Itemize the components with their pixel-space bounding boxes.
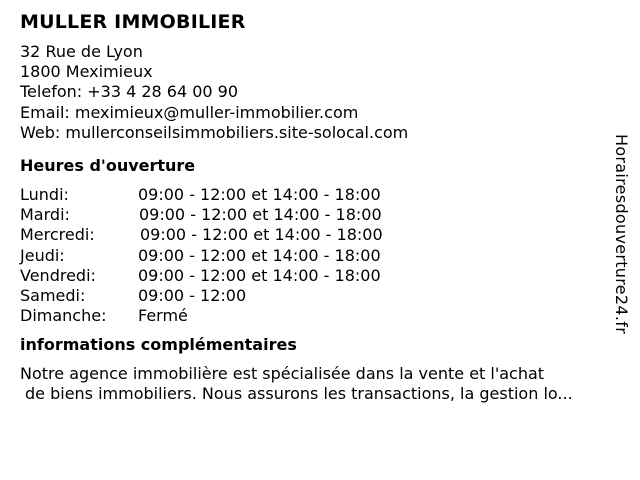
hours-row-tuesday [20, 205, 610, 225]
additional-info-heading: informations complémentaires [20, 335, 297, 355]
time-range: Fermé [138, 306, 188, 326]
contact-block [20, 42, 610, 143]
address-street: 32 Rue de Lyon [20, 42, 143, 61]
hours-row-wednesday [20, 225, 610, 245]
day-label: Lundi: [20, 184, 69, 204]
hours-row-thursday [20, 246, 610, 266]
address-city: 1800 Meximieux [20, 62, 153, 82]
hours-row-saturday [20, 286, 610, 306]
hours-row-friday [20, 266, 610, 286]
time-range: 09:00 - 12:00 et 14:00 - 18:00 [140, 225, 383, 245]
day-label: Mardi: [20, 205, 70, 225]
business-card [20, 10, 610, 405]
opening-hours-table [20, 185, 610, 326]
business-name: MULLER IMMOBILIER [20, 11, 246, 33]
time-range: 09:00 - 12:00 et 14:00 - 18:00 [138, 245, 381, 265]
description-line: de biens immobiliers. Nous assurons les transactions, la gestion lo... [25, 384, 573, 404]
day-label: Samedi: [20, 285, 86, 305]
hours-row-sunday [20, 306, 610, 326]
day-label: Mercredi: [20, 225, 95, 245]
phone-number: Telefon: +33 4 28 64 00 90 [20, 82, 239, 102]
description-line: Notre agence immobilière est spécialisée dans la vente et l'achat [20, 364, 545, 384]
description-text [20, 364, 610, 404]
time-range: 09:00 - 12:00 et 14:00 - 18:00 [138, 265, 381, 285]
day-label: Vendredi: [20, 265, 96, 285]
site-watermark: Horairesdouverture24.fr [612, 134, 631, 335]
email-address: Email: meximieux@muller-immobilier.com [20, 102, 359, 122]
time-range: 09:00 - 12:00 [138, 285, 247, 305]
day-label: Dimanche: [20, 306, 107, 326]
day-label: Jeudi: [20, 245, 65, 265]
time-range: 09:00 - 12:00 et 14:00 - 18:00 [139, 205, 382, 225]
website-address: Web: mullerconseilsimmobiliers.site-solocal.com [20, 122, 409, 142]
hours-row-monday [20, 185, 610, 205]
opening-hours-heading: Heures d'ouverture [20, 155, 196, 175]
time-range: 09:00 - 12:00 et 14:00 - 18:00 [138, 184, 381, 204]
